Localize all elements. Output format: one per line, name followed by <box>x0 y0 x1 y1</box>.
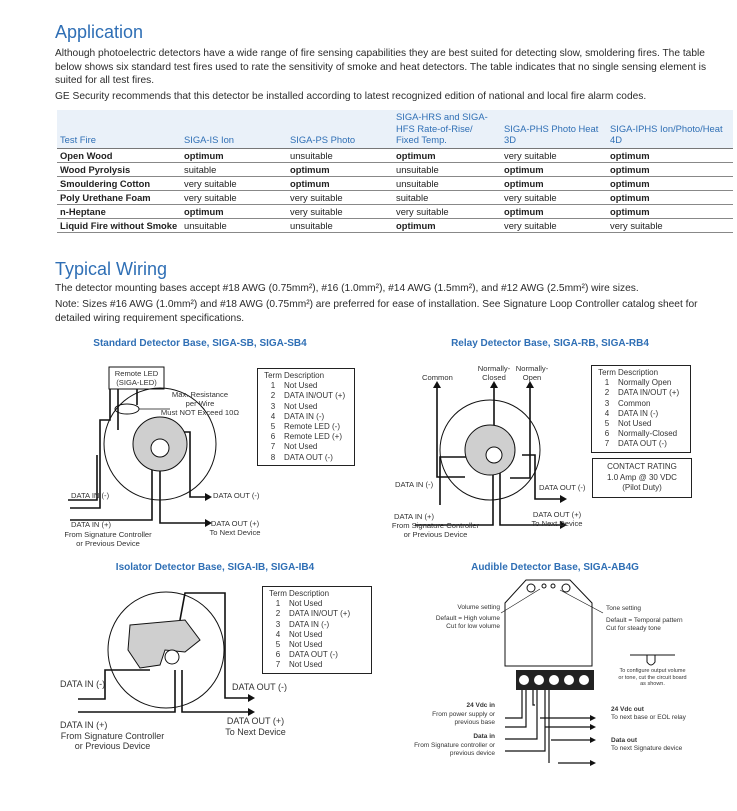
term-description: Not Used <box>284 381 318 391</box>
term-number: 8 <box>270 452 276 462</box>
std-data-in-pos: DATA IN (+) <box>71 520 112 529</box>
no-line: Normally- <box>515 364 549 373</box>
term-number: 5 <box>604 419 610 429</box>
remote-led-line: Remote LED <box>114 369 159 378</box>
term-number: 1 <box>604 378 610 388</box>
rating-cell: optimum <box>607 148 733 162</box>
term-number: 4 <box>270 411 276 421</box>
rating-cell: optimum <box>287 176 393 190</box>
data-in-line: DATA IN (+) <box>394 512 435 521</box>
rating-cell: very suitable <box>287 204 393 218</box>
data-out-line: DATA OUT (+) <box>532 510 582 519</box>
resistance-line: per Wire <box>185 399 215 409</box>
term-description: DATA IN/OUT (+) <box>618 388 680 398</box>
desc-col: Description <box>289 589 330 598</box>
test-fire-cell: Liquid Fire without Smoke <box>57 218 181 232</box>
term-description: Normally-Closed <box>618 429 678 439</box>
configure-line: as shown. <box>640 681 665 687</box>
rating-cell: optimum <box>501 204 607 218</box>
term-number: 1 <box>275 599 281 609</box>
term-col: Term <box>269 589 287 598</box>
audible-base-title: Audible Detector Base, SIGA-AB4G <box>471 562 639 573</box>
term-description: Remote LED (+) <box>284 432 343 442</box>
term-description: DATA OUT (-) <box>618 439 667 449</box>
rating-cell: unsuitable <box>181 218 287 232</box>
resistance-line: Max. Resistance <box>171 390 229 399</box>
term-number: 7 <box>275 660 281 670</box>
rating-cell: very suitable <box>181 190 287 204</box>
term-description: Remote LED (-) <box>284 422 341 432</box>
test-fire-cell: Open Wood <box>57 148 181 162</box>
application-intro: Although photoelectric detectors have a wide range of fire sensing capabilities they are best suited for detecting slow, smoldering fires. The table below shows six standard test fires used to rate the sensitivity of smoke and heat detectors. The table indicates that no single sensing element is suited for all test fires. <box>55 48 707 86</box>
tone-setting-label <box>606 605 641 613</box>
from-line: or Previous Device <box>74 741 151 751</box>
contact-line: CONTACT RATING <box>607 462 677 471</box>
wiring-heading: Typical Wiring <box>55 259 168 279</box>
term-number: 4 <box>604 408 610 418</box>
term-description: DATA IN/OUT (+) <box>284 391 346 401</box>
data-in-label: Data in <box>473 733 495 740</box>
rating-cell: optimum <box>501 176 607 190</box>
configure-note <box>615 668 690 688</box>
vdc-out-sub: To next base or EOL relay <box>611 714 686 721</box>
term-number: 6 <box>270 432 276 442</box>
col-header: SIGA-PHS Photo Heat 3D <box>501 110 607 148</box>
test-fire-cell: Poly Urethane Foam <box>57 190 181 204</box>
from-line: or Previous Device <box>76 539 140 549</box>
term-number: 3 <box>604 398 610 408</box>
tone-line: Default = Temporal pattern <box>606 617 683 624</box>
volume-line: Volume setting <box>457 604 500 611</box>
relay-common-label: Common <box>422 373 453 382</box>
contact-line: 1.0 Amp @ 30 VDC <box>607 472 677 482</box>
term-number: 6 <box>275 650 281 660</box>
tone-line: Tone setting <box>606 605 642 612</box>
rating-cell: unsuitable <box>393 162 501 176</box>
term-number: 7 <box>270 442 276 452</box>
term-description: Not Used <box>289 629 323 639</box>
term-description: Not Used <box>284 401 318 411</box>
volume-setting-label <box>452 604 500 612</box>
data-in-sub <box>390 742 495 758</box>
term-description: Not Used <box>289 640 323 650</box>
from-line: From Signature Controller <box>391 521 480 531</box>
test-fire-cell: Wood Pyrolysis <box>57 162 181 176</box>
term-number: 2 <box>275 609 281 619</box>
term-number: 6 <box>604 429 610 439</box>
volume-default-label <box>420 615 500 631</box>
rating-cell: very suitable <box>607 218 733 232</box>
rating-cell: optimum <box>501 162 607 176</box>
standard-base-title: Standard Detector Base, SIGA-SB, SIGA-SB4 <box>93 338 307 349</box>
data-in-line: DATA IN (+) <box>60 720 108 730</box>
from-line: From Signature Controller <box>64 530 152 539</box>
term-number: 4 <box>275 629 281 639</box>
application-heading: Application <box>55 22 144 42</box>
desc-col: Description <box>618 368 659 377</box>
col-header: Test Fire <box>57 110 181 148</box>
volume-line: Cut for low volume <box>446 623 500 630</box>
volume-line: Default = High volume <box>435 615 500 622</box>
rating-cell: optimum <box>287 162 393 176</box>
rating-cell: optimum <box>607 190 733 204</box>
tone-line: Cut for steady tone <box>606 625 661 632</box>
data-out-line: DATA OUT (+) <box>226 716 285 726</box>
data-out-label: Data out <box>611 737 637 744</box>
term-description: DATA IN/OUT (+) <box>289 609 351 619</box>
col-header: SIGA-IS Ion <box>181 110 287 148</box>
isolator-base-title: Isolator Detector Base, SIGA-IB, SIGA-IB4 <box>115 562 315 573</box>
data-out-line: DATA OUT (+) <box>210 519 260 528</box>
application-recommendation: GE Security recommends that this detector be installed according to latest recognized edition of national and local fire alarm codes. <box>55 91 647 102</box>
configure-line: To configure output volume <box>619 668 686 674</box>
terminal-block <box>516 670 594 690</box>
nc-line: Closed <box>482 373 506 383</box>
term-number: 2 <box>604 388 610 398</box>
relay-base-title: Relay Detector Base, SIGA-RB, SIGA-RB4 <box>451 338 649 349</box>
rating-cell: very suitable <box>501 190 607 204</box>
term-description: Not Used <box>618 419 652 429</box>
term-description: DATA IN (-) <box>289 619 330 629</box>
rating-cell: suitable <box>181 162 287 176</box>
rating-cell: very suitable <box>181 176 287 190</box>
from-line: From Signature Controller <box>60 730 165 741</box>
term-number: 1 <box>270 381 276 391</box>
term-number: 3 <box>275 619 281 629</box>
test-fire-cell: n-Heptane <box>57 204 181 218</box>
rating-cell: optimum <box>607 204 733 218</box>
term-number: 2 <box>270 391 276 401</box>
col-header: SIGA-PS Photo <box>287 110 393 148</box>
audible-board-outline <box>505 580 592 666</box>
data-in-line: previous device <box>449 750 495 757</box>
data-out-sub: To next Signature device <box>611 745 683 752</box>
rating-cell: unsuitable <box>393 176 501 190</box>
iso-data-in-neg: DATA IN (-) <box>60 679 106 689</box>
vdc-in-label: 24 Vdc in <box>466 702 495 709</box>
term-col: Term <box>264 371 282 380</box>
rating-cell: optimum <box>181 204 287 218</box>
term-description: DATA IN (-) <box>618 408 659 418</box>
term-description: DATA OUT (-) <box>289 650 338 660</box>
rating-cell: unsuitable <box>287 148 393 162</box>
rating-cell: optimum <box>393 148 501 162</box>
vdc-in-sub <box>400 711 495 727</box>
col-header: SIGA-HRS and SIGA-HFS Rate-of-Rise/ Fixed Temp. <box>393 110 501 148</box>
configure-line: or tone, cut the circuit board <box>618 674 687 681</box>
term-description: Not Used <box>284 442 318 452</box>
rating-cell: optimum <box>393 218 501 232</box>
contact-line: (Pilot Duty) <box>622 483 662 492</box>
term-number: 7 <box>604 439 610 449</box>
wiring-note: Note: Sizes #16 AWG (1.0mm²) and #18 AWG (0.75mm²) are preferred for ease of installation. See Signature Loop Controller catalog sheet for detailed wiring requirement specifications. <box>55 299 698 324</box>
data-in-line: From Signature controller or <box>414 742 495 749</box>
term-description: Common <box>618 398 651 408</box>
term-number: 3 <box>270 401 276 411</box>
iso-data-out-neg: DATA OUT (-) <box>232 682 287 692</box>
rating-cell: very suitable <box>393 204 501 218</box>
desc-col: Description <box>284 371 325 380</box>
rating-cell: optimum <box>181 148 287 162</box>
vdc-out-label: 24 Vdc out <box>611 706 644 713</box>
tone-default-label <box>606 617 683 633</box>
term-description: Not Used <box>289 599 323 609</box>
rating-cell: very suitable <box>287 190 393 204</box>
rating-cell: suitable <box>393 190 501 204</box>
term-number: 5 <box>275 640 281 650</box>
std-data-in-neg: DATA IN (-) <box>71 491 110 500</box>
relay-data-out-neg: DATA OUT (-) <box>539 483 586 492</box>
rating-cell: very suitable <box>501 148 607 162</box>
to-line: To Next Device <box>531 519 583 529</box>
term-description: Normally Open <box>618 378 672 388</box>
rating-cell: very suitable <box>501 218 607 232</box>
vdc-in-line: previous base <box>454 719 495 726</box>
from-line: or Previous Device <box>403 530 468 540</box>
rating-cell: unsuitable <box>287 218 393 232</box>
vdc-in-line: From power supply or <box>432 711 495 718</box>
term-col: Term <box>598 368 616 377</box>
wire-sizes-text: The detector mounting bases accept #18 AWG (0.75mm²), #16 (1.0mm²), #14 AWG (1.5mm²), and #12 AWG (2.5mm²) wire sizes. <box>55 283 639 294</box>
to-line: To Next Device <box>209 528 261 538</box>
no-line: Open <box>522 373 542 383</box>
std-data-out-neg: DATA OUT (-) <box>213 491 260 500</box>
col-header: SIGA-IPHS Ion/Photo/Heat 4D <box>607 110 733 148</box>
relay-data-in-neg: DATA IN (-) <box>395 480 434 489</box>
term-description: DATA IN (-) <box>284 411 325 421</box>
nc-line: Normally- <box>477 364 511 373</box>
rating-cell: optimum <box>607 176 733 190</box>
remote-led-line: (SIGA-LED) <box>116 378 157 388</box>
term-number: 5 <box>270 422 276 432</box>
rating-cell: optimum <box>607 162 733 176</box>
term-description: DATA OUT (-) <box>284 452 333 462</box>
term-description: Not Used <box>289 660 323 670</box>
test-fire-cell: Smouldering Cotton <box>57 176 181 190</box>
resistance-line: Must NOT Exceed 10Ω <box>160 408 240 418</box>
to-line: To Next Device <box>225 726 286 737</box>
